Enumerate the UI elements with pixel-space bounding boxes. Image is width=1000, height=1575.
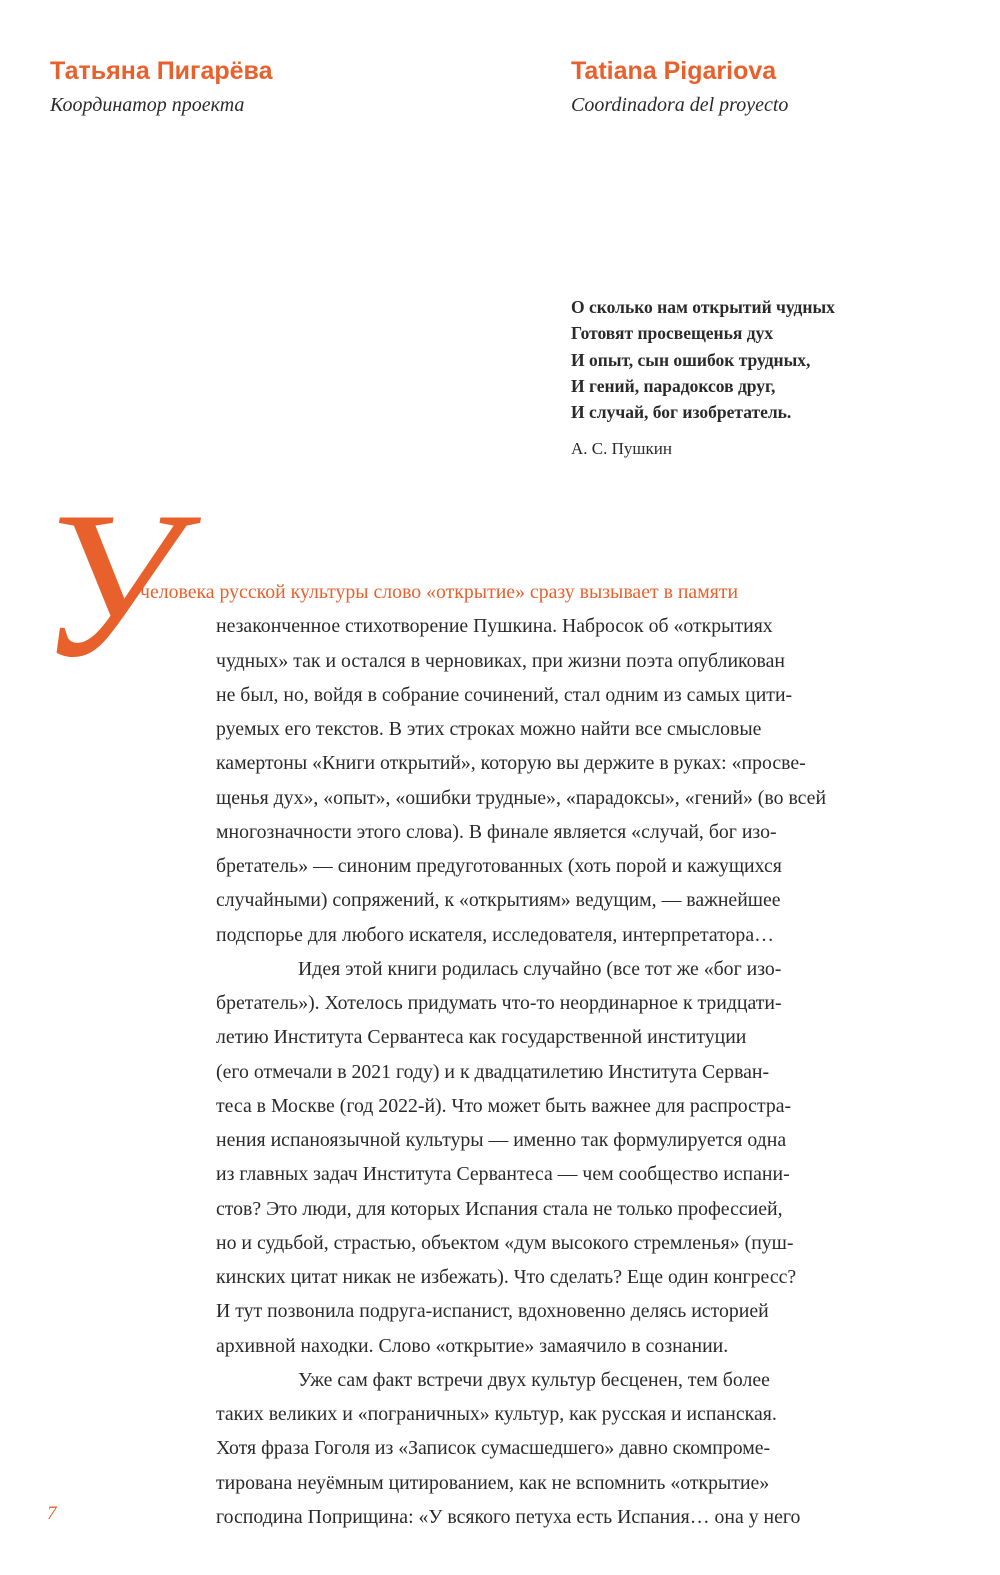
body-line: таких великих и «пограничных» культур, как русская и испанская. (216, 1403, 777, 1425)
page-number: 7 (47, 1503, 57, 1524)
body-text (140, 575, 827, 1534)
body-line: незаконченное стихотворение Пушкина. Набросок об «открытиях (216, 615, 773, 638)
author-role-es: Coordinadora del proyecto (571, 94, 789, 116)
drop-cap: У (38, 469, 180, 701)
epigraph-line: Готовят просвещенья дух (571, 323, 774, 344)
epigraph-line: О сколько нам открытий чудных (571, 297, 835, 317)
author-name-ru: Татьяна Пигарёва (50, 57, 273, 85)
body-line: камертоны «Книги открытий», которую вы держите в руках: «просве- (216, 752, 806, 775)
epigraph-author: А. С. Пушкин (571, 439, 672, 459)
author-block-ru (50, 56, 272, 118)
body-line: И тут позвонила подруга-испанист, вдохновенно делясь историей (216, 1300, 769, 1323)
body-line-lead: человека русской культуры слово «открытие» сразу вызывает в памяти (140, 581, 739, 603)
body-line: Идея этой книги родилась случайно (все тот же «бог изо- (298, 957, 782, 980)
body-line: руемых его текстов. В этих строках можно найти все смысловые (216, 718, 762, 740)
body-line: но и судьбой, страстью, объектом «дум высокого стремленья» (пуш- (216, 1231, 794, 1254)
epigraph-line: И опыт, сын ошибок трудных, (571, 349, 811, 370)
body-line: теса в Москве (год 2022-й). Что может быть важнее для распростра- (216, 1094, 792, 1117)
body-line: бретатель» — синоним предуготованных (хоть порой и кажущихся (216, 855, 782, 877)
body-line: господина Поприщина: «У всякого петуха есть Испания… она у него (216, 1505, 801, 1528)
body-line: чудных» так и остался в черновиках, при жизни поэта опубликован (216, 649, 785, 672)
body-line: летию Института Сервантеса как государственной институции (216, 1026, 747, 1049)
body-line: Хотя фраза Гоголя из «Записок сумасшедшего» давно скомпроме- (216, 1437, 771, 1460)
body-line: случайными) сопряжений, к «открытиям» ведущим, — важнейшее (216, 889, 781, 912)
author-block-es (571, 56, 788, 118)
author-name-es: Tatiana Pigariova (571, 57, 777, 85)
body-line: из главных задач Института Сервантеса — чем сообщество испани- (216, 1163, 790, 1186)
body-line: бретатель»). Хотелось придумать что-то неординарное к тридцати- (216, 992, 782, 1014)
body-line: многозначности этого слова). В финале является «случай, бог изо- (216, 820, 777, 843)
body-line: стов? Это люди, для которых Испания стала не только профессией, (216, 1197, 783, 1220)
body-line: подспорье для любого искателя, исследователя, интерпретатора… (216, 923, 774, 946)
epigraph (571, 294, 835, 461)
epigraph-line: И случай, бог изобретатель. (571, 402, 792, 423)
body-line: щенья дух», «опыт», «ошибки трудные», «парадоксы», «гений» (во всей (216, 786, 827, 809)
body-line: не был, но, войдя в собрание сочинений, стал одним из самых цити- (216, 683, 793, 706)
body-line: нения испаноязычной культуры — именно так формулируется одна (216, 1129, 787, 1151)
body-line: (его отмечали в 2021 году) и к двадцатилетию Института Серван- (216, 1060, 770, 1083)
body-line: тирована неуёмным цитированием, как не вспомнить «открытие» (216, 1471, 770, 1494)
body-line: архивной находки. Слово «открытие» замаячило в сознании. (216, 1334, 729, 1357)
body-line: Уже сам факт встречи двух культур бесценен, тем более (298, 1368, 770, 1391)
epigraph-line: И гений, парадоксов друг, (571, 375, 776, 396)
author-role-ru: Координатор проекта (50, 94, 245, 116)
body-line: кинских цитат никак не избежать). Что сделать? Еще один конгресс? (216, 1266, 797, 1288)
